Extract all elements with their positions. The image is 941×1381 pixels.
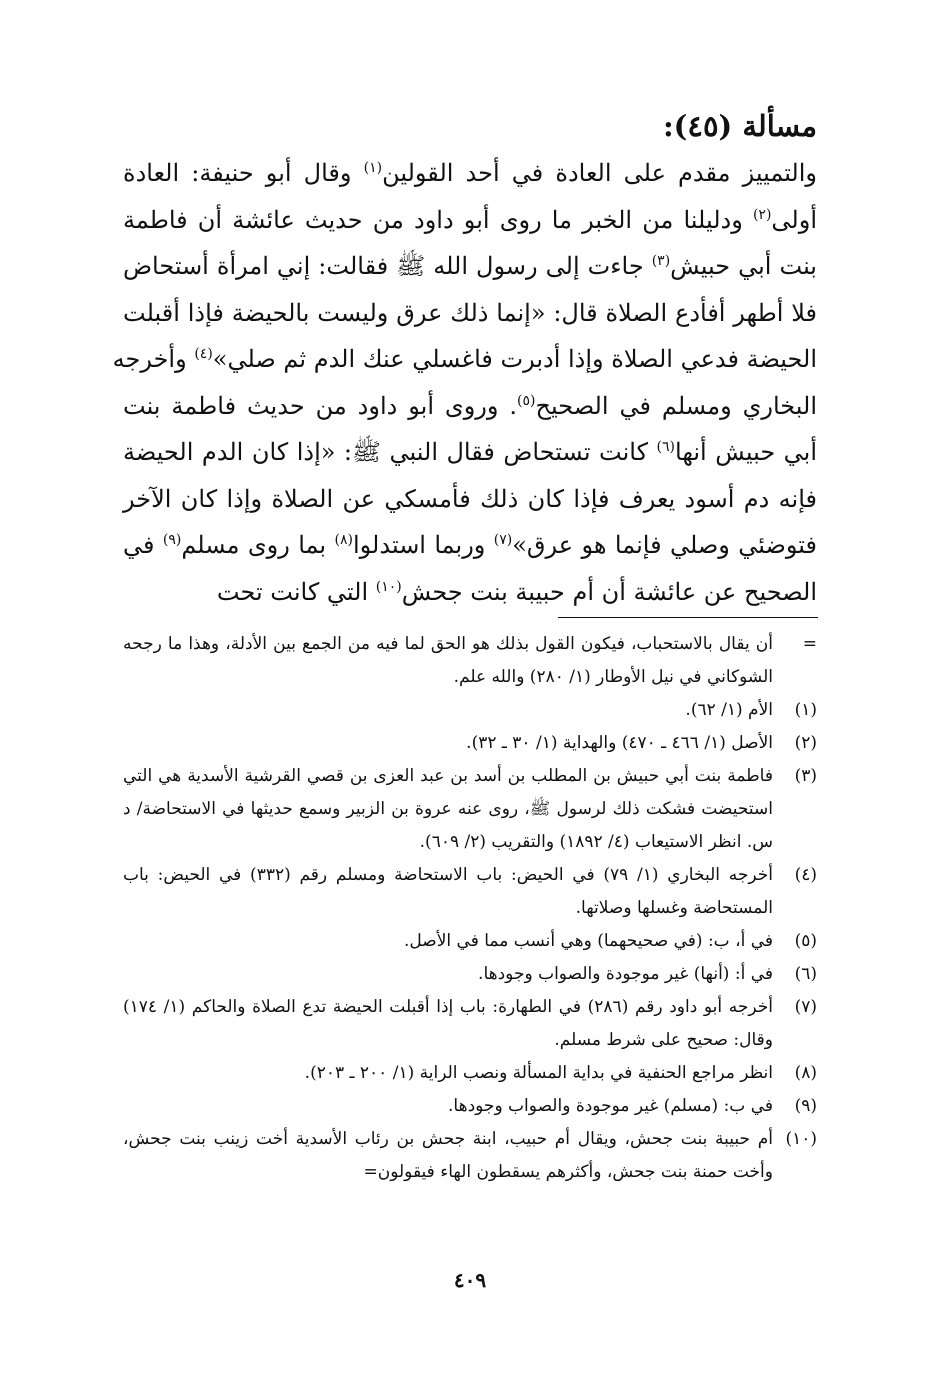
footnote-number: (٥) [794,931,817,951]
text-line [123,197,817,244]
text-segment: أولى [771,205,817,234]
main-body-text [112,150,818,615]
issue-heading: مسألة (٤٥): [662,109,817,143]
footnote-text: الأم (١/ ٦٢). [685,700,773,720]
footnote-number: (١٠) [785,1129,817,1149]
footnote [123,694,817,727]
footnote-text: أن يقال بالاستحباب، فيكون القول بذلك هو الحق لما فيه من الجمع بين الأدلة، وهذا ما رجحه الشوكاني في نيل الأوطار (١/ ٢٨٠) والله علم. [123,634,773,687]
footnote-number: = [802,634,817,654]
footnote-text: في ب: (مسلم) غير موجودة والصواب وجودها. [448,1096,773,1116]
text-segment: أبي حبيش أنها [675,438,818,466]
footnote-text: انظر مراجع الحنفية في بداية المسألة ونصب الراية (١/ ٢٠٠ ـ ٢٠٣). [304,1063,773,1083]
footnote-text: أم حبيبة بنت جحش، ويقال أم حبيب، ابنة جحش بن رئاب الأسدية أخت زينب بنت جحش، وأخت حمنة بنت جحش، وأكثرهم يسقطون الهاء فيقولون= [123,1129,773,1182]
text-line [123,290,817,337]
footnotes [123,628,817,1189]
footnote-text: الأصل (١/ ٤٦٦ ـ ٤٧٠) والهداية (١/ ٣٠ ـ ٣٢). [466,733,773,753]
footnote-ref[interactable]: (١٠) [375,578,402,595]
text-segment: فإنه دم أسود يعرف فإذا كان ذلك فأمسكي عن الصلاة وإذا كان الآخر [123,484,817,513]
text-segment: بنت أبي حبيش [670,252,817,280]
footnote [123,859,817,925]
footnote [123,958,817,991]
text-segment: الحيضة فدعي الصلاة وإذا أدبرت فاغسلي عنك الدم ثم صلي» [212,345,817,373]
text-line [123,522,817,569]
footnote-ref[interactable]: (٩) [162,532,182,548]
text-line [123,243,817,290]
text-segment: جاءت إلى رسول الله ﷺ فقالت: إني امرأة أستحاض [123,252,652,280]
footnote [123,760,817,859]
text-segment: وأخرجه [112,345,195,373]
text-segment: ودليلنا من الخبر ما روى أبو داود من حديث عائشة أن فاطمة [123,205,753,234]
footnote [123,727,817,760]
text-line [123,150,817,197]
footnote-text: في أ، ب: (في صحيحهما) وهي أنسب مما في الأصل. [404,931,773,951]
text-segment: وقال أبو حنيفة: العادة [123,159,364,187]
text-segment: وربما استدلوا [352,531,494,559]
footnote-ref[interactable]: (١) [363,160,383,176]
footnote-ref[interactable]: (٦) [656,439,675,455]
footnote-number: (١) [794,700,817,720]
text-line [123,569,817,616]
footnote [123,1090,817,1123]
text-line [123,383,817,430]
text-segment: . وروى أبو داود من حديث فاطمة بنت [123,391,518,420]
footnote-ref[interactable]: (٢) [752,206,772,223]
footnote [123,1123,817,1189]
footnote-number: (٦) [794,964,817,984]
text-line [123,429,817,476]
footnote-ref[interactable]: (٥) [517,392,536,409]
footnote-number: (٧) [794,997,817,1017]
footnote-ref[interactable]: (٧) [493,532,513,548]
text-line [123,476,817,523]
text-segment: بما روى مسلم [181,531,335,559]
footnote-number: (٩) [794,1096,817,1116]
footnote-text: أخرجه أبو داود رقم (٢٨٦) في الطهارة: باب إذا أقبلت الحيضة تدع الصلاة والحاكم (١/ ١٧٤) وقال: صحيح على شرط مسلم. [123,997,773,1050]
text-segment: التي كانت تحت [216,577,376,606]
footnote [123,925,817,958]
footnote-ref[interactable]: (٨) [334,532,353,548]
footnote-text: أخرجه البخاري (١/ ٧٩) في الحيض: باب الاستحاضة ومسلم رقم (٣٣٢) في الحيض: باب المستحاضة وغسلها وصلاتها. [123,865,773,918]
footnote [123,991,817,1057]
footnote-number: (٤) [794,865,817,885]
text-segment: البخاري ومسلم في الصحيح [535,391,817,420]
footnote-text: فاطمة بنت أبي حبيش بن المطلب بن أسد بن عبد العزى بن قصي القرشية الأسدية هي التي استحيضت فشكت ذلك لرسول ﷺ، روى عنه عروة بن الزبير وسمع حديثها في الاستحاضة/ د س. انظر الاستيعاب (٤/ ١٨٩٢) والتقريب (٢/ ٦٠٩). [123,766,773,852]
text-segment: فتوضئي وصلي فإنما هو عرق» [512,531,818,559]
text-segment: الصحيح عن عائشة أن أم حبيبة بنت جحش [401,577,817,606]
page-number: ٤٠٩ [453,1268,487,1292]
text-line [112,336,817,383]
footnote-number: (٢) [794,733,817,753]
text-segment: في [123,531,163,559]
text-segment: فلا أطهر أفأدع الصلاة قال: «إنما ذلك عرق وليست بالحيضة فإذا أقبلت [123,298,817,327]
footnote [123,1057,817,1090]
footnote-ref[interactable]: (٤) [194,346,213,362]
text-segment: كانت تستحاض فقال النبي ﷺ: «إذا كان الدم الحيضة [123,438,657,466]
footnote-separator [558,617,818,618]
text-segment: والتمييز مقدم على العادة في أحد القولين [382,159,818,187]
footnote-text: في أ: (أنها) غير موجودة والصواب وجودها. [478,964,773,984]
footnote-number: (٨) [794,1063,817,1083]
footnote-ref[interactable]: (٣) [651,253,671,269]
footnote [123,628,817,694]
footnote-number: (٣) [794,766,817,786]
